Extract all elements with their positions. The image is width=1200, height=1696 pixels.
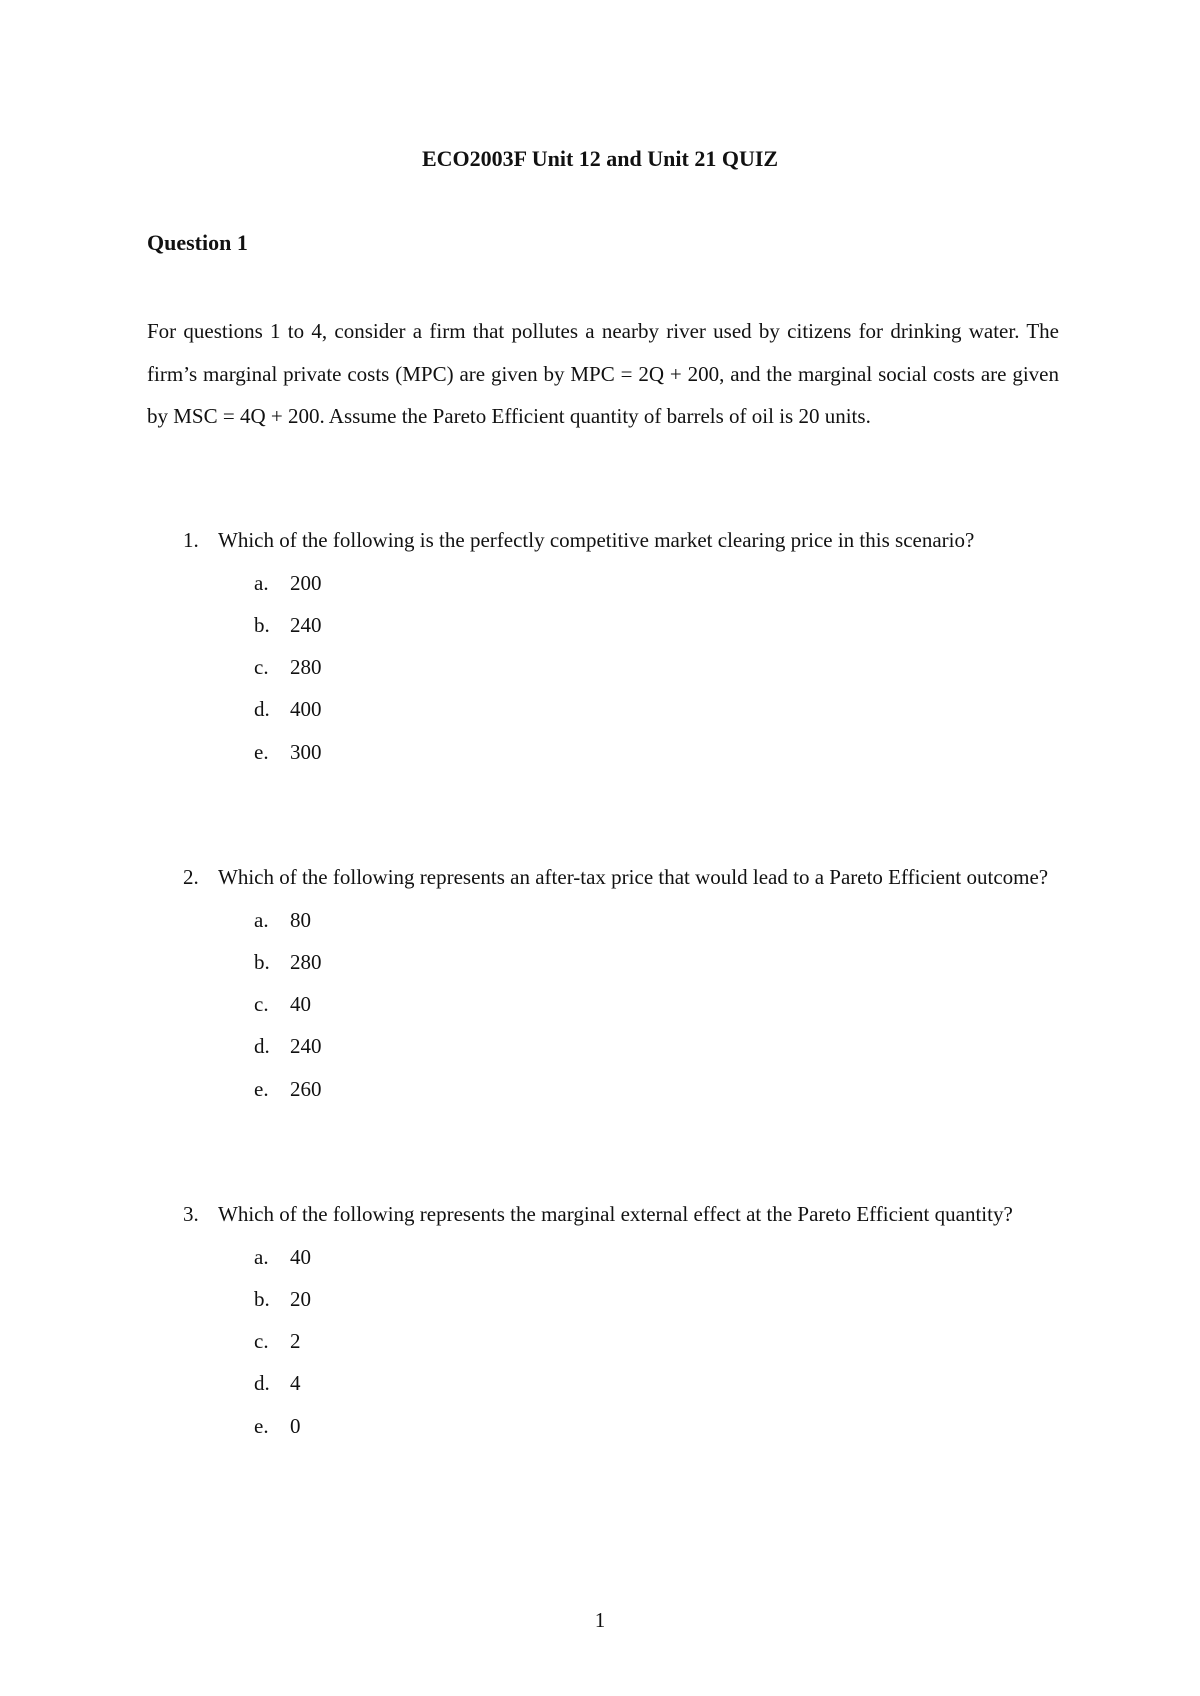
question-1 bbox=[147, 519, 1059, 773]
option: d. 4 bbox=[254, 1371, 301, 1396]
document-title: ECO2003F Unit 12 and Unit 21 QUIZ bbox=[421, 146, 779, 171]
option: e. 300 bbox=[254, 739, 322, 764]
option: a. 80 bbox=[254, 907, 311, 932]
option: b. 240 bbox=[254, 612, 322, 637]
option: e. 260 bbox=[254, 1076, 322, 1101]
section-heading: Question 1 bbox=[147, 230, 248, 255]
option: a. 200 bbox=[254, 570, 322, 595]
question-text: Which of the following represents the marginal external effect at the Pareto Efficient quantity? bbox=[218, 1202, 1013, 1226]
question-text: Which of the following represents an after-tax price that would lead to a Pareto Efficient outcome? bbox=[218, 865, 1049, 889]
option: c. 2 bbox=[254, 1329, 301, 1354]
option: d. 400 bbox=[254, 697, 322, 722]
option: d. 240 bbox=[254, 1034, 322, 1059]
option: c. 280 bbox=[254, 655, 322, 680]
page-number: 1 bbox=[594, 1608, 606, 1632]
question-number: 1. bbox=[183, 528, 199, 552]
options-list bbox=[254, 562, 1059, 773]
options-list bbox=[254, 899, 1059, 1110]
option: b. 20 bbox=[254, 1286, 311, 1311]
options-list bbox=[254, 1236, 1059, 1447]
question-2 bbox=[147, 856, 1059, 1110]
intro-paragraph: For questions 1 to 4, consider a firm that pollutes a nearby river used by citizens for drinking water. The firm’s marginal private costs (MPC) are given by MPC = 2Q + 200, and the marginal social costs are given by MSC = 4Q + 200. Assume the Pareto Efficient quantity of barrels of oil is 20 units. bbox=[147, 319, 1059, 428]
question-text: Which of the following is the perfectly competitive market clearing price in this scenario? bbox=[218, 528, 975, 552]
option: a. 40 bbox=[254, 1244, 311, 1269]
question-number: 3. bbox=[183, 1202, 199, 1226]
option: e. 0 bbox=[254, 1413, 301, 1438]
question-number: 2. bbox=[183, 865, 199, 889]
option: c. 40 bbox=[254, 992, 311, 1017]
question-3 bbox=[147, 1193, 1059, 1447]
option: b. 280 bbox=[254, 949, 322, 974]
